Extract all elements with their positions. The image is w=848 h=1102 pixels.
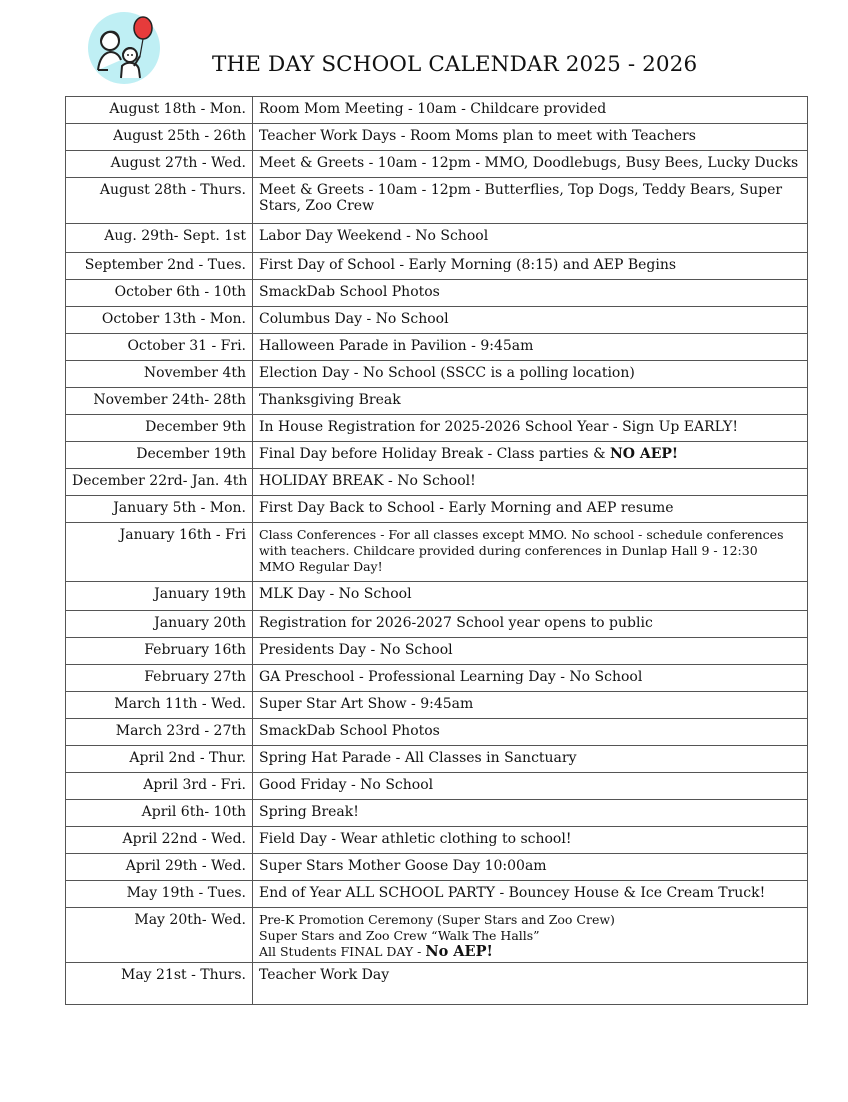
event-description [253,496,808,523]
event-description [253,827,808,854]
event-text: Thanksgiving Break [259,392,401,408]
event-description [253,611,808,638]
event-date: December 22rd- Jan. 4th [66,469,253,496]
event-description [253,151,808,178]
event-text: Columbus Day - No School [259,311,449,327]
event-description [253,773,808,800]
event-date: December 9th [66,415,253,442]
event-text: Spring Break! [259,804,359,820]
event-description [253,963,808,1005]
calendar-row [66,854,808,881]
event-description [253,178,808,224]
event-text: In House Registration for 2025-2026 School Year - Sign Up EARLY! [259,419,738,435]
event-text: Labor Day Weekend - No School [259,228,489,244]
calendar-row [66,746,808,773]
calendar-row [66,224,808,253]
event-text: Teacher Work Days - Room Moms plan to meet with Teachers [259,128,696,144]
event-description [253,582,808,611]
event-description [253,638,808,665]
event-description [253,415,808,442]
event-line: Pre-K Promotion Ceremony (Super Stars and Zoo Crew) [259,912,615,927]
calendar-row [66,361,808,388]
event-text: First Day of School - Early Morning (8:15) and AEP Begins [259,257,677,273]
parent-child-balloon-icon [88,8,168,88]
event-text: Election Day - No School (SSCC is a polling location) [259,365,635,381]
event-text: Meet & Greets - 10am - 12pm - MMO, Doodlebugs, Busy Bees, Lucky Ducks [259,155,799,171]
event-description [253,523,808,582]
event-date: November 4th [66,361,253,388]
event-description [253,307,808,334]
event-text: HOLIDAY BREAK - No School! [259,473,476,489]
event-date: April 6th- 10th [66,800,253,827]
event-text: Super Stars Mother Goose Day 10:00am [259,858,547,874]
event-description [253,881,808,908]
event-text: Field Day - Wear athletic clothing to school! [259,831,572,847]
calendar-row [66,415,808,442]
calendar-row [66,388,808,415]
event-emphasis: NO AEP! [609,446,679,462]
calendar-row [66,178,808,224]
event-description [253,224,808,253]
event-text: Good Friday - No School [259,777,434,793]
calendar-row [66,719,808,746]
event-description [253,908,808,963]
calendar-row [66,469,808,496]
event-date: May 20th- Wed. [66,908,253,963]
event-date: August 28th - Thurs. [66,178,253,224]
event-date: January 20th [66,611,253,638]
event-date: January 16th - Fri [66,523,253,582]
calendar-row [66,638,808,665]
event-text: MLK Day - No School [259,586,412,602]
event-description [253,388,808,415]
event-text: First Day Back to School - Early Morning and AEP resume [259,500,674,516]
event-line: Class Conferences - For all classes except MMO. No school - schedule conferences with teachers. Childcare provided during conferences in Dunlap Hall 9 - 12:30 [259,527,784,558]
calendar-row [66,773,808,800]
page-title: THE DAY SCHOOL CALENDAR 2025 - 2026 [212,52,698,77]
event-text: Super Star Art Show - 9:45am [259,696,474,712]
event-date: December 19th [66,442,253,469]
event-description [253,800,808,827]
event-text: GA Preschool - Professional Learning Day - No School [259,669,643,685]
event-date: Aug. 29th- Sept. 1st [66,224,253,253]
event-description [253,97,808,124]
event-date: January 19th [66,582,253,611]
event-description [253,334,808,361]
event-description [253,854,808,881]
event-date: November 24th- 28th [66,388,253,415]
event-text: Presidents Day - No School [259,642,453,658]
calendar-row [66,523,808,582]
event-date: August 25th - 26th [66,124,253,151]
calendar-row [66,124,808,151]
event-text: Halloween Parade in Pavilion - 9:45am [259,338,534,354]
event-text: Meet & Greets - 10am - 12pm - Butterflies, Top Dogs, Teddy Bears, Super Stars, Zoo Crew [259,182,783,214]
calendar-row [66,253,808,280]
event-line: Super Stars and Zoo Crew “Walk The Halls” [259,928,540,943]
calendar-row [66,665,808,692]
event-description [253,665,808,692]
event-line: All Students FINAL DAY - [259,944,426,959]
event-description [253,124,808,151]
calendar-row [66,827,808,854]
calendar-row [66,442,808,469]
event-description [253,361,808,388]
event-text: Teacher Work Day [259,967,390,983]
calendar-row [66,97,808,124]
calendar-row [66,881,808,908]
calendar-row [66,611,808,638]
event-date: April 29th - Wed. [66,854,253,881]
event-description [253,253,808,280]
event-date: March 11th - Wed. [66,692,253,719]
event-text: Room Mom Meeting - 10am - Childcare provided [259,101,607,117]
event-date: February 27th [66,665,253,692]
event-date: April 3rd - Fri. [66,773,253,800]
event-emphasis: No AEP! [425,943,493,960]
event-text: SmackDab School Photos [259,284,440,300]
event-date: February 16th [66,638,253,665]
calendar-row [66,280,808,307]
event-description [253,280,808,307]
calendar-row [66,800,808,827]
event-description [253,719,808,746]
event-text: Final Day before Holiday Break - Class parties & [259,446,610,462]
calendar-row [66,307,808,334]
event-text: Registration for 2026-2027 School year opens to public [259,615,653,631]
event-date: October 13th - Mon. [66,307,253,334]
event-date: October 31 - Fri. [66,334,253,361]
calendar-row [66,496,808,523]
event-text: End of Year ALL SCHOOL PARTY - Bouncey House & Ice Cream Truck! [259,885,766,901]
event-date: January 5th - Mon. [66,496,253,523]
event-date: August 18th - Mon. [66,97,253,124]
event-date: March 23rd - 27th [66,719,253,746]
event-description [253,442,808,469]
event-date: September 2nd - Tues. [66,253,253,280]
event-text: SmackDab School Photos [259,723,440,739]
event-date: April 22nd - Wed. [66,827,253,854]
event-date: April 2nd - Thur. [66,746,253,773]
calendar-row [66,908,808,963]
event-date: October 6th - 10th [66,280,253,307]
event-date: August 27th - Wed. [66,151,253,178]
calendar-row [66,334,808,361]
calendar-row [66,151,808,178]
calendar-row [66,692,808,719]
event-date: May 19th - Tues. [66,881,253,908]
event-date: May 21st - Thurs. [66,963,253,1005]
school-logo [88,8,168,88]
calendar-table [65,96,808,1005]
event-description [253,692,808,719]
event-description [253,746,808,773]
event-text: Spring Hat Parade - All Classes in Sanctuary [259,750,577,766]
event-line: MMO Regular Day! [259,559,383,574]
event-description [253,469,808,496]
calendar-row [66,582,808,611]
calendar-row [66,963,808,1005]
